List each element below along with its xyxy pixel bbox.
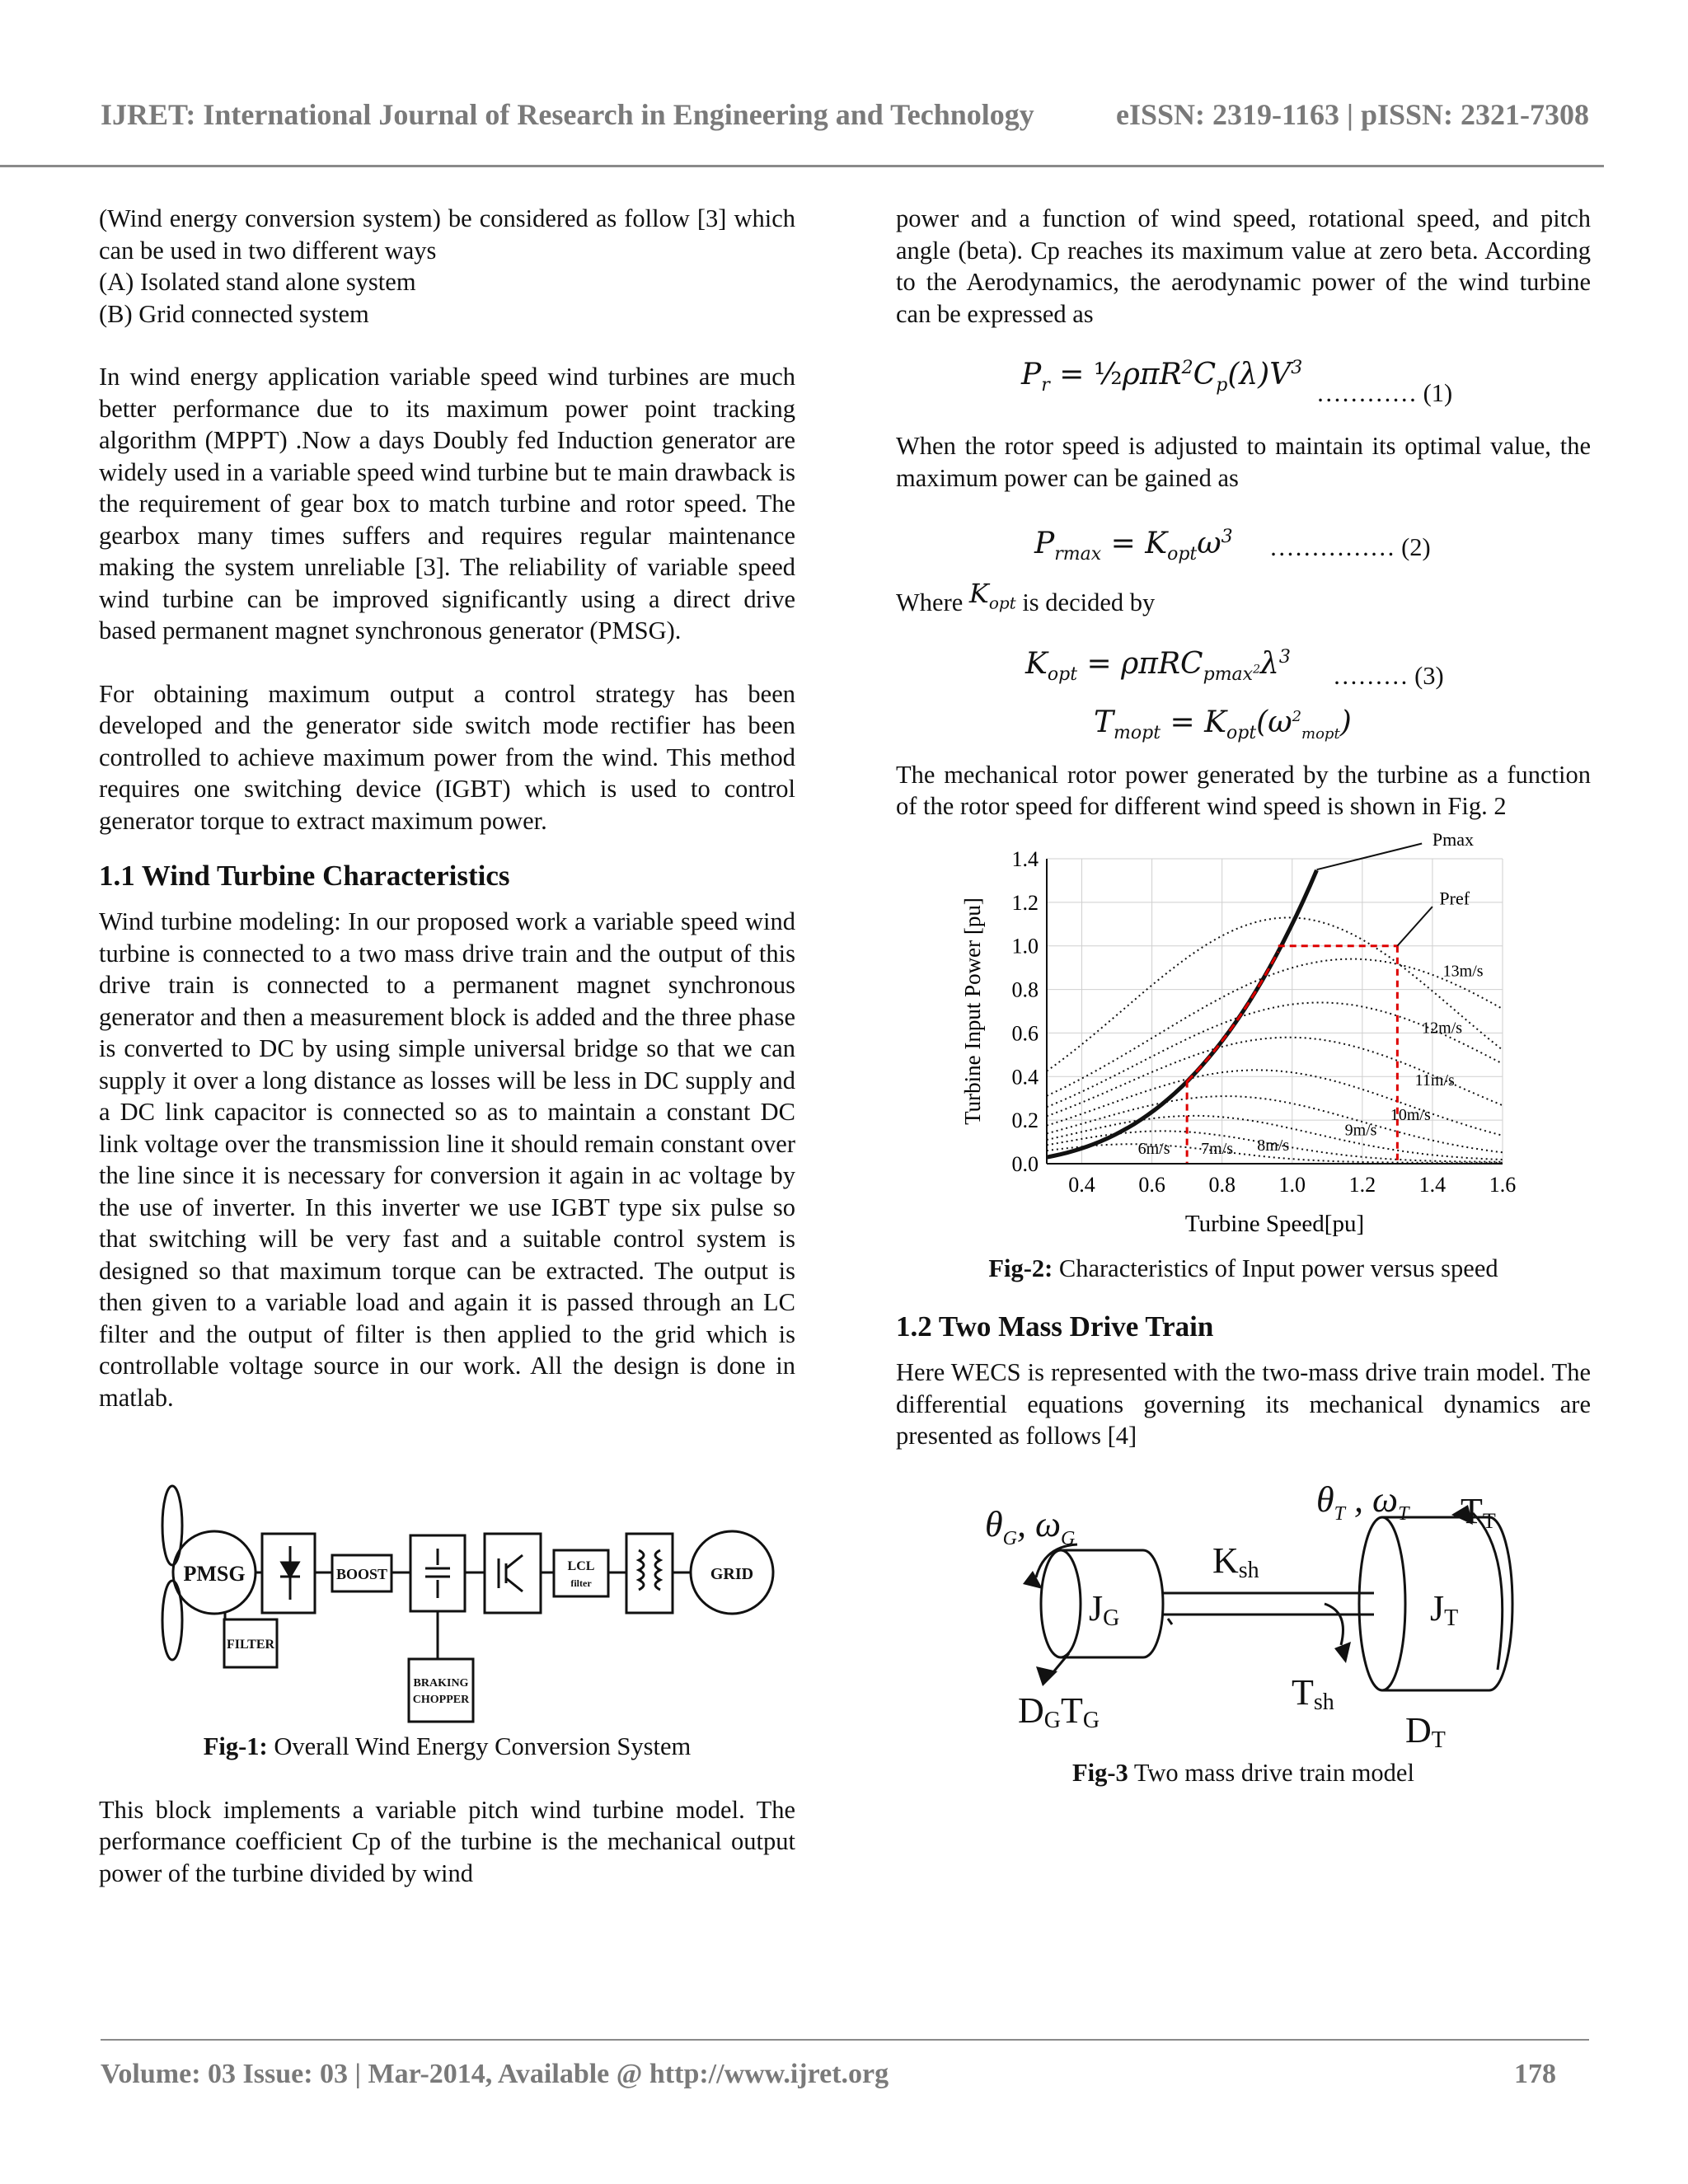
running-footer	[101, 2059, 1589, 2090]
paragraph-fig2-intro: The mechanical rotor power generated by the turbine as a function of the rotor speed for different wind speed is shown in Fig. 2	[896, 760, 1591, 821]
fig1-label-boost: BOOST	[335, 1566, 388, 1582]
fig2-caption-label: Fig-2:	[988, 1254, 1053, 1282]
pref-pointer	[1397, 907, 1432, 946]
intro-option-b: (B) Grid connected system	[99, 299, 369, 328]
equation-3-number: ……… (3)	[1333, 661, 1444, 690]
dc-link-box	[410, 1535, 465, 1611]
section-heading-1-1: 1.1 Wind Turbine Characteristics	[99, 860, 510, 892]
fig2-curves	[1047, 870, 1503, 1164]
x-axis-label: Turbine Speed[pu]	[1184, 1210, 1365, 1237]
equation-1	[896, 344, 1591, 409]
fig1-label-lcl-filter: filter	[570, 1577, 592, 1589]
journal-name: IJRET: International Journal of Research in Engineering and Technology	[101, 98, 1034, 131]
inverter-box	[485, 1534, 541, 1613]
equation-2-number: …………… (2)	[1269, 533, 1431, 561]
fig3-tsh: Tsh	[1292, 1671, 1334, 1715]
series-pref	[1047, 917, 1503, 1071]
y-tick-0.0: 0.0	[1011, 1151, 1039, 1176]
x-tick-1.0: 1.0	[1278, 1172, 1306, 1197]
fig3-jt: JT	[1430, 1587, 1459, 1631]
series-label-12m/s: 12m/s	[1422, 1019, 1463, 1038]
pref-label: Pref	[1439, 888, 1470, 909]
series-label-11m/s: 11m/s	[1414, 1071, 1455, 1090]
y-tick-1.0: 1.0	[1011, 934, 1039, 958]
paragraph-mppt: In wind energy application variable speed wind turbines are much better performance due to its maximum power point tracking algorithm (MPPT) .Now a days Doubly fed Induction generator are widely used in a variable speed wind turbine but te main drawback is the requirement of gear box to match turbine and rotor speed. The gearbox many times suffers and requires regular maintenance making the system unreliable [3]. The reliability of variable speed wind turbine can be improved significantly using a direct drive based permanent magnet synchronous generator (PMSG).	[99, 363, 795, 644]
fig3-drive-train	[896, 1480, 1591, 1752]
series-label-9m/s: 9m/s	[1344, 1121, 1377, 1140]
fig1-caption-label: Fig-1:	[203, 1732, 268, 1760]
kopt-symbol: $K_{opt}$	[968, 578, 1016, 613]
fig2-axes	[1047, 859, 1503, 1164]
series-label-8m/s: 8m/s	[1257, 1137, 1290, 1155]
fig1-label-grid: GRID	[710, 1565, 754, 1583]
series-label-6m/s: 6m/s	[1137, 1139, 1170, 1158]
fig2-caption-text: Characteristics of Input power versus speed	[1053, 1254, 1498, 1282]
fig1-label-pmsg: PMSG	[183, 1562, 246, 1586]
y-tick-0.4: 0.4	[1011, 1065, 1039, 1090]
fig3-ksh: Ksh	[1212, 1540, 1259, 1583]
x-tick-1.2: 1.2	[1348, 1172, 1376, 1197]
x-tick-1.6: 1.6	[1489, 1172, 1517, 1197]
y-tick-0.8: 0.8	[1011, 977, 1039, 1002]
x-tick-0.4: 0.4	[1068, 1172, 1095, 1197]
y-tick-1.2: 1.2	[1011, 890, 1039, 915]
y-tick-1.4: 1.4	[1011, 846, 1039, 871]
fig3-caption-text: Two mass drive train model	[1128, 1758, 1414, 1787]
fig3-theta-g: $\theta_G$, $\omega_G$	[985, 1503, 1076, 1549]
y-axis-label: Turbine Input Power [pu]	[960, 898, 985, 1125]
right-column	[896, 203, 1591, 1788]
intro-line: (Wind energy conversion system) be considered as follow [3] which can be used in two different ways	[99, 204, 795, 265]
pmax-pointer	[1317, 843, 1423, 869]
y-tick-0.2: 0.2	[1011, 1108, 1039, 1133]
fig3-dg-tg: DGTG	[1018, 1690, 1100, 1733]
fig2-caption	[896, 1253, 1591, 1285]
paragraph-pitch-model: This block implements a variable pitch wind turbine model. The performance coefficient Cp of the turbine is the mechanical output power of the turbine divided by wind	[99, 1795, 795, 1887]
paragraph-drive-train: Here WECS is represented with the two-mass drive train model. The differential equations governing its mechanical dynamics are presented as follows [4]	[896, 1358, 1591, 1451]
section-heading-1-2: 1.2 Two Mass Drive Train	[896, 1310, 1214, 1343]
equation-3-formula: $K_{opt} = \rho\pi RC_{pmax^2}\lambda^3$	[1025, 646, 1291, 686]
intro-option-a: (A) Isolated stand alone system	[99, 268, 416, 296]
transformer-box	[626, 1534, 673, 1613]
fig3-tt: TT	[1461, 1490, 1496, 1533]
fig3-caption-label: Fig-3	[1072, 1758, 1128, 1787]
lcl-filter-box	[554, 1550, 608, 1596]
equation-2	[896, 505, 1591, 571]
fig3-dt: DT	[1405, 1709, 1446, 1753]
pmax-label: Pmax	[1432, 829, 1475, 851]
fig2-chart	[896, 829, 1591, 1254]
y-tick-0.6: 0.6	[1011, 1021, 1039, 1046]
series-12m/s	[1047, 1002, 1503, 1107]
where-line	[896, 578, 1591, 627]
fig3-caption	[896, 1757, 1591, 1789]
ref-curve	[1187, 952, 1278, 1082]
pmax-curve	[1047, 870, 1317, 1157]
where-text: Where	[896, 588, 969, 616]
series-label-10m/s: 10m/s	[1390, 1106, 1431, 1125]
running-header	[101, 97, 1589, 132]
paragraph-control-strategy: For obtaining maximum output a control strategy has been developed and the generator side switch mode rectifier has been controlled to achieve maximum power from the wind. This method requires one switching device (IGBT) which is used to control generator torque to extract maximum power.	[99, 679, 795, 835]
paragraph-rotor-speed: When the rotor speed is adjusted to maintain its optimal value, the maximum power can be gained as	[896, 432, 1591, 492]
series-label-7m/s: 7m/s	[1201, 1139, 1234, 1158]
fig2-grid	[1047, 859, 1503, 1164]
fig3-theta-t: $\theta_T$ , $\omega_T$	[1316, 1479, 1409, 1525]
equation-3	[896, 635, 1591, 744]
header-rule	[0, 165, 1604, 167]
paragraph-aero-power: power and a function of wind speed, rotational speed, and pitch angle (beta). Cp reaches its maximum value at zero beta. According to the Aerodynamics, the aerodynamic power of the wind turbine can be expressed as	[896, 204, 1591, 328]
fig1-block-diagram	[99, 1443, 795, 1727]
fig1-caption	[99, 1731, 795, 1763]
jt-left-face	[1359, 1517, 1405, 1690]
fig1-caption-text: Overall Wind Energy Conversion System	[267, 1732, 692, 1760]
equation-tmopt: $T_{mopt} = K_{opt}(\omega^2_{mopt})$	[1094, 705, 1352, 744]
footer-volume: Volume: 03 Issue: 03 | Mar-2014, Available @ http://www.ijret.org	[101, 2059, 889, 2089]
fig1-label-braking: BRAKING	[413, 1677, 469, 1690]
equation-2-formula: $P_{rmax} = K_{opt}\omega^3$	[1034, 527, 1233, 565]
fig1-label-lcl: LCL	[567, 1559, 595, 1573]
footer-rule	[101, 2039, 1589, 2041]
fig1-label-filter: FILTER	[226, 1638, 275, 1652]
equation-1-formula: $P_r$ = $\frac{1}{2}\rho\pi R^2C_p(\lambda)V^3$	[1021, 358, 1303, 396]
fig1-label-chopper: CHOPPER	[412, 1694, 470, 1706]
braking-chopper-box	[409, 1659, 473, 1722]
fig3-jg: JG	[1089, 1587, 1120, 1631]
equation-1-number: ………… (1)	[1316, 379, 1453, 407]
paragraph-modeling: Wind turbine modeling: In our proposed work a variable speed wind turbine is connected to a two mass drive train and the output of this drive train is connected to a permanent magnet synchronous generator and then a measurement block is added and the three phase is converted to DC by using simple universal bridge so that we can supply it over a long distance as losses will be less in DC supply and a DC link capacitor is connected so as to maintain a constant DC link voltage over the transmission line it should remain constant over the line since it is necessary for conversion it again in ac voltage by the use of inverter. In this inverter we use IGBT type six pulse so that switching will be very fast and a suitable control system is designed so that maximum torque can be extracted. The output is then given to a variable load and again it is passed through an LC filter and the output of filter is then applied to the grid which is controllable voltage source in our work. All the design is done in matlab.	[99, 907, 795, 1412]
x-tick-0.8: 0.8	[1208, 1172, 1236, 1197]
jg-left-face	[1041, 1550, 1081, 1657]
page-number: 178	[1514, 2059, 1556, 2089]
series-label-13m/s: 13m/s	[1442, 962, 1484, 981]
where-text-end: is decided by	[1015, 588, 1156, 616]
x-tick-0.6: 0.6	[1138, 1172, 1165, 1197]
issn: eISSN: 2319-1163 | pISSN: 2321-7308	[1116, 98, 1589, 131]
left-column	[99, 203, 795, 1889]
x-tick-1.4: 1.4	[1418, 1172, 1447, 1197]
